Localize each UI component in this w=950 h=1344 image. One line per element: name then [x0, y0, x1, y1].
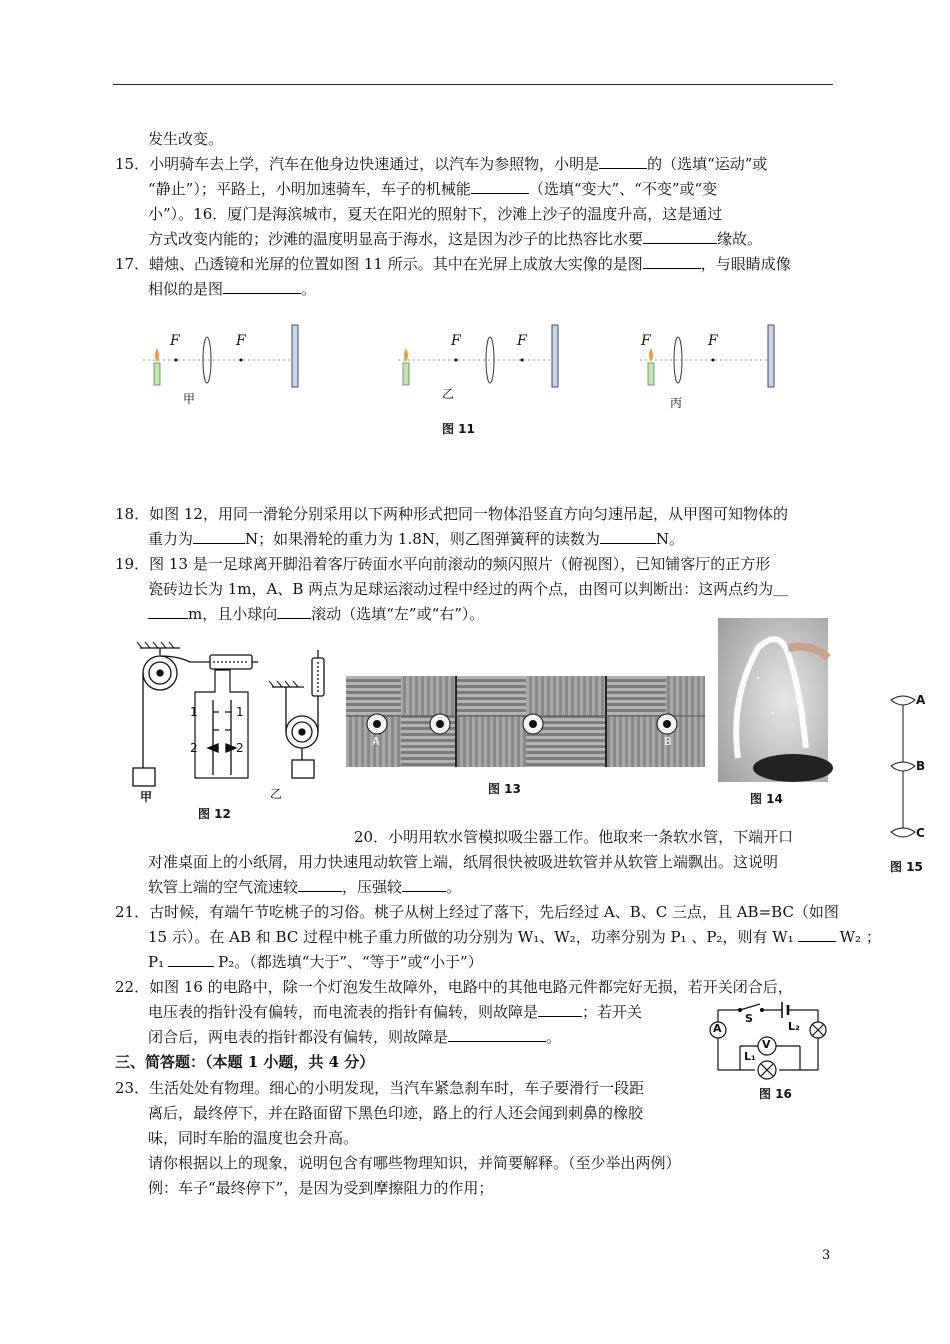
q15-text: “静止”）；平路上，小明加速骑车，车子的机械能: [148, 180, 471, 198]
fig15-point-a: A: [916, 693, 926, 707]
fig15-point-c: C: [916, 826, 925, 840]
q16-text: 缘故。: [717, 230, 763, 248]
q22-line1: 22．如图 16 的电路中，除一个灯泡发生故障外，电路中的其他电路元件都完好无损，若开关闭合后，: [115, 978, 793, 996]
switch-icon: [740, 1004, 760, 1010]
q23-line4: 请你根据以上的现象，说明包含有哪些物理知识，并简要解释。（至少举出两例）: [148, 1154, 681, 1172]
fig15-point-b: B: [916, 759, 926, 773]
q18-text: N。: [655, 530, 685, 548]
q15-text: 15．小明骑车去上学，汽车在他身边快速通过，以汽车为参照物，小明是: [115, 155, 600, 173]
q17-text: 17．蜡烛、凸透镜和光屏的位置如图 11 所示。其中在光屏上成放大实像的是图: [115, 255, 643, 273]
q19-text: 滚动（选填“左”或“右”）。: [311, 605, 485, 623]
q17-text: ，与眼睛成像: [700, 255, 791, 273]
section-heading: 三、简答题：（本题 1 小题，共 4 分）: [115, 1053, 375, 1071]
lamp-l1-icon: [758, 1061, 776, 1079]
q22-text: 闭合后，两电表的指针都没有偏转，则故障是: [148, 1028, 449, 1046]
fig11-f-label: F: [170, 333, 180, 349]
q21-text: W₂ ；: [839, 928, 881, 946]
switch-contact: [739, 1009, 742, 1012]
q15-text: （选填“变大”、“不变”或“变: [528, 180, 718, 198]
q16-line1: 小”）。16．厦门是海滨城市，夏天在阳光的照射下，沙滩上沙子的温度升高，这是通过: [148, 205, 723, 223]
fig11-f-label: F: [451, 333, 461, 349]
fig16-l2-label: L₂: [788, 1020, 800, 1033]
q21-text: P₂。（都选填“大于”、“等于”或“小于”）: [218, 953, 483, 971]
fig12-scale-2: 2: [190, 741, 198, 755]
fig11-f-label: F: [236, 333, 246, 349]
q22-text: ；若开关: [582, 1003, 643, 1021]
q17-text: 。: [301, 280, 317, 298]
q20-line2: 对准桌面上的小纸屑，用力快速甩动软管上端，纸屑很快被吸进软管并从软管上端飘出。这说明: [148, 853, 779, 871]
fig12-scale-1: 1: [236, 705, 244, 719]
fig11-caption: 图 11: [442, 422, 475, 436]
fig11-f-label: F: [517, 333, 527, 349]
fig13-point-a: A: [372, 735, 380, 748]
q23-line5: 例：车子“最终停下”，是因为受到摩擦阻力的作用；: [148, 1179, 494, 1197]
fig15-caption: 图 15: [890, 860, 923, 874]
q18-text: 重力为: [148, 530, 194, 548]
q21-text: P₁: [148, 953, 165, 971]
fig16-switch-label: S: [745, 1012, 753, 1025]
q19-text: m，且小球向: [188, 605, 278, 623]
fig13-point-b: B: [664, 735, 672, 748]
fig16-voltmeter-label: V: [762, 1038, 771, 1051]
q21-text: 15 示）。在 AB 和 BC 过程中桃子重力所做的功分别为 W₁、W₂，功率分别为 P₁ 、P₂，则有 W₁: [148, 928, 794, 946]
fig12-label-jia: 甲: [140, 790, 153, 804]
fig11-label-bing: 丙: [670, 396, 683, 410]
q20-text: ，压强较: [342, 878, 403, 896]
fig12-label-yi: 乙: [270, 787, 283, 801]
fig11-label-jia: 甲: [183, 392, 196, 406]
q17-text: 相似的是图: [148, 280, 224, 298]
fig12-scale-1: 1: [190, 705, 198, 719]
q15-text: 的（选填“运动”或: [647, 155, 768, 173]
fig16-ammeter-label: A: [713, 1022, 722, 1035]
fig13-caption: 图 13: [488, 782, 521, 796]
q22-text: 电压表的指针没有偏转，而电流表的指针有偏转，则故障是: [148, 1003, 539, 1021]
fig16-l1-label: L₁: [744, 1050, 756, 1063]
q23-line2: 离后，最终停下，并在路面留下黑色印迹，路上的行人还会闻到刺鼻的橡胶: [148, 1104, 644, 1122]
fig12-scale-2: 2: [236, 741, 244, 755]
q23-line3: 味，同时车胎的温度也会升高。: [148, 1129, 359, 1147]
lamp-l2-icon: [810, 1022, 826, 1038]
q19-line2: 瓷砖边长为 1m，A、B 两点为足球运滚动过程中经过的两个点，由图可以判断出：这两点约为＿: [148, 580, 789, 598]
q19-line1: 19．图 13 是一足球离开脚沿着客厅砖面水平向前滚动的频闪照片（俯视图），已知铺客厅的正方形: [115, 555, 771, 573]
q20-text: 。: [446, 878, 462, 896]
q16-text: 方式改变内能的；沙滩的温度明显高于海水，这是因为沙子的比热容比水要: [148, 230, 644, 248]
q22-text: 。: [546, 1028, 562, 1046]
q18-text: N；如果滑轮的重力为 1.8N，则乙图弹簧秤的读数为: [245, 530, 600, 548]
q18-line1: 18．如图 12，用同一滑轮分别采用以下两种形式把同一物体沿竖直方向匀速吊起，从甲图可知物体的: [115, 505, 788, 523]
page-number: 3: [822, 1248, 831, 1263]
fig12-caption: 图 12: [198, 807, 231, 821]
fig11-f-label: F: [708, 333, 718, 349]
fig11-label-yi: 乙: [442, 387, 455, 401]
q20-line1: 20．小明用软水管模拟吸尘器工作。他取来一条软水管，下端开口: [354, 828, 794, 846]
fig11-f-label: F: [641, 333, 651, 349]
q23-line1: 23．生活处处有物理。细心的小明发现，当汽车紧急刹车时，车子要滑行一段距: [115, 1079, 645, 1097]
q21-line1: 21．古时候，有端午节吃桃子的习俗。桃子从树上经过了落下，先后经过 A、B、C 三点，且 AB=BC（如图: [115, 903, 839, 921]
q20-text: 软管上端的空气流速较: [148, 878, 299, 896]
fig14-caption: 图 14: [750, 792, 783, 806]
fig16-caption: 图 16: [759, 1087, 792, 1101]
q14-tail: 发生改变。: [148, 130, 224, 148]
